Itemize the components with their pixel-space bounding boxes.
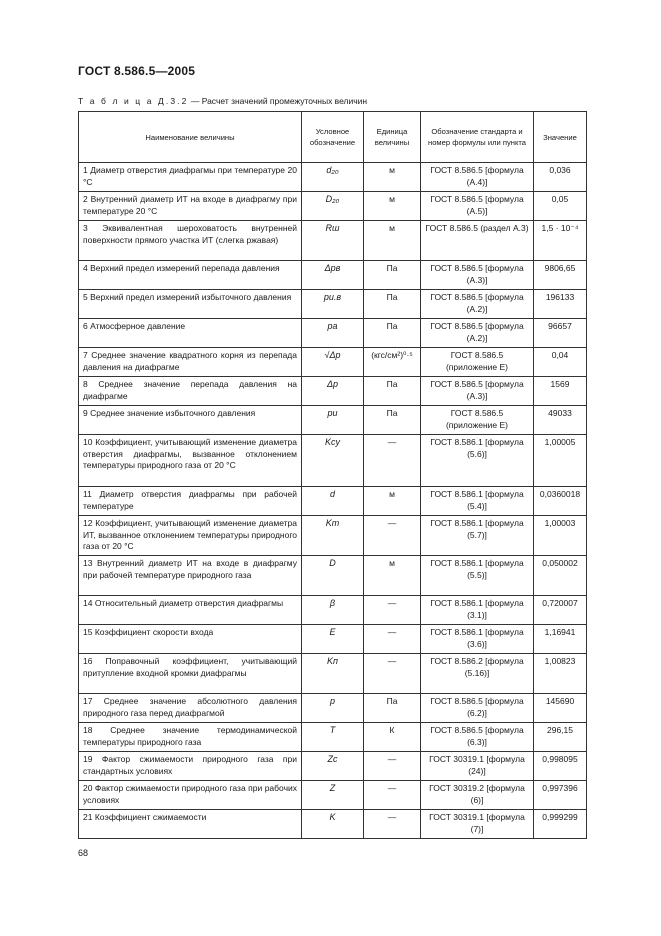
- cell-unit: —: [364, 752, 421, 781]
- cell-value: 1,00003: [534, 516, 587, 556]
- cell-unit: Па: [364, 261, 421, 290]
- cell-standard: ГОСТ 8.586.5 [формула (А.4)]: [421, 163, 534, 192]
- cell-symbol: Δp: [302, 377, 364, 406]
- cell-unit: —: [364, 810, 421, 839]
- table-caption-label: Т а б л и ц а Д.3.2: [78, 96, 189, 106]
- cell-name: 10 Коэффициент, учитывающий изменение диаметра отверстия диафрагмы, вызванное отклонением температуры природного газа от 20 °С: [79, 435, 302, 487]
- cell-unit: Па: [364, 290, 421, 319]
- cell-standard: ГОСТ 8.586.1 [формула (5.4)]: [421, 487, 534, 516]
- cell-name: 20 Фактор сжимаемости природного газа при рабочих условиях: [79, 781, 302, 810]
- table-row: [79, 596, 587, 625]
- cell-standard: ГОСТ 8.586.1 [формула (3.6)]: [421, 625, 534, 654]
- table-row: [79, 406, 587, 435]
- cell-name: 21 Коэффициент сжимаемости: [79, 810, 302, 839]
- cell-standard: ГОСТ 30319.2 [формула (6)]: [421, 781, 534, 810]
- cell-value: 49033: [534, 406, 587, 435]
- table-row: [79, 781, 587, 810]
- cell-standard: ГОСТ 30319.1 [формула (24)]: [421, 752, 534, 781]
- table-row: [79, 487, 587, 516]
- cell-unit: Па: [364, 694, 421, 723]
- table-body: [79, 163, 587, 839]
- cell-unit: —: [364, 435, 421, 487]
- table-row: [79, 290, 587, 319]
- cell-symbol: K: [302, 810, 364, 839]
- cell-standard: ГОСТ 8.586.5 [формула (6.3)]: [421, 723, 534, 752]
- cell-unit: м: [364, 221, 421, 261]
- cell-symbol: √Δp: [302, 348, 364, 377]
- table-row: [79, 163, 587, 192]
- cell-name: 12 Коэффициент, учитывающий изменение диаметра ИТ, вызванное отклонением температуры природного газа от 20 °С: [79, 516, 302, 556]
- cell-unit: Па: [364, 406, 421, 435]
- cell-value: 0,036: [534, 163, 587, 192]
- table-caption-text: — Расчет значений промежуточных величин: [188, 96, 368, 106]
- table-row: [79, 516, 587, 556]
- cell-symbol: T: [302, 723, 364, 752]
- cell-standard: ГОСТ 8.586.1 [формула (3.1)]: [421, 596, 534, 625]
- cell-value: 0,05: [534, 192, 587, 221]
- cell-symbol: d₂₀: [302, 163, 364, 192]
- cell-symbol: Kсу: [302, 435, 364, 487]
- cell-value: 0,0360018: [534, 487, 587, 516]
- table-row: [79, 654, 587, 694]
- cell-unit: —: [364, 596, 421, 625]
- table-row: [79, 221, 587, 261]
- cell-standard: ГОСТ 8.586.5 [формула (А.2)]: [421, 319, 534, 348]
- cell-symbol: D: [302, 556, 364, 596]
- column-header-unit: Единица величины: [364, 112, 421, 163]
- table-row: [79, 694, 587, 723]
- column-header-name: Наименование величины: [79, 112, 302, 163]
- table-row: [79, 261, 587, 290]
- cell-value: 145690: [534, 694, 587, 723]
- table-row: [79, 723, 587, 752]
- cell-standard: ГОСТ 8.586.5 [формула (6.2)]: [421, 694, 534, 723]
- table-row: [79, 377, 587, 406]
- cell-symbol: pи.в: [302, 290, 364, 319]
- cell-standard: ГОСТ 8.586.1 [формула (5.5)]: [421, 556, 534, 596]
- cell-value: 1569: [534, 377, 587, 406]
- cell-unit: —: [364, 516, 421, 556]
- cell-name: 13 Внутренний диаметр ИТ на входе в диафрагму при рабочей температуре природного газа: [79, 556, 302, 596]
- cell-value: 1,00005: [534, 435, 587, 487]
- cell-value: 0,050002: [534, 556, 587, 596]
- cell-value: 1,16941: [534, 625, 587, 654]
- cell-name: 1 Диаметр отверстия диафрагмы при температуре 20 °С: [79, 163, 302, 192]
- cell-name: 19 Фактор сжимаемости природного газа при стандартных условиях: [79, 752, 302, 781]
- cell-name: 14 Относительный диаметр отверстия диафрагмы: [79, 596, 302, 625]
- table-row: [79, 192, 587, 221]
- table-row: [79, 752, 587, 781]
- cell-name: 16 Поправочный коэффициент, учитывающий притупление входной кромки диафрагмы: [79, 654, 302, 694]
- cell-symbol: E: [302, 625, 364, 654]
- cell-value: 0,998095: [534, 752, 587, 781]
- cell-unit: Па: [364, 377, 421, 406]
- cell-name: 6 Атмосферное давление: [79, 319, 302, 348]
- cell-name: 8 Среднее значение перепада давления на диафрагме: [79, 377, 302, 406]
- cell-unit: —: [364, 654, 421, 694]
- table-header-row: [79, 112, 587, 163]
- table-row: [79, 556, 587, 596]
- cell-name: 3 Эквивалентная шероховатость внутренней поверхности прямого участка ИТ (слегка ржавая): [79, 221, 302, 261]
- cell-symbol: Kт: [302, 516, 364, 556]
- table-row: [79, 810, 587, 839]
- cell-standard: ГОСТ 8.586.1 [формула (5.7)]: [421, 516, 534, 556]
- cell-name: 11 Диаметр отверстия диафрагмы при рабочей температуре: [79, 487, 302, 516]
- cell-unit: м: [364, 163, 421, 192]
- cell-symbol: β: [302, 596, 364, 625]
- cell-name: 15 Коэффициент скорости входа: [79, 625, 302, 654]
- cell-standard: ГОСТ 8.586.5 [формула (А.5)]: [421, 192, 534, 221]
- cell-symbol: Rш: [302, 221, 364, 261]
- cell-symbol: p: [302, 694, 364, 723]
- cell-standard: ГОСТ 30319.1 [формула (7)]: [421, 810, 534, 839]
- cell-unit: —: [364, 781, 421, 810]
- cell-value: 0,04: [534, 348, 587, 377]
- cell-symbol: D₂₀: [302, 192, 364, 221]
- cell-symbol: Z: [302, 781, 364, 810]
- table-row: [79, 435, 587, 487]
- cell-value: 0,720007: [534, 596, 587, 625]
- cell-unit: К: [364, 723, 421, 752]
- cell-symbol: Δpв: [302, 261, 364, 290]
- cell-unit: Па: [364, 319, 421, 348]
- cell-standard: ГОСТ 8.586.5 [формула (А.3)]: [421, 261, 534, 290]
- cell-standard: ГОСТ 8.586.1 [формула (5.6)]: [421, 435, 534, 487]
- table-caption: [78, 96, 367, 106]
- cell-standard: ГОСТ 8.586.5 (раздел А.3): [421, 221, 534, 261]
- table-row: [79, 319, 587, 348]
- cell-standard: ГОСТ 8.586.5 [формула (А.3)]: [421, 377, 534, 406]
- cell-value: 1,5 · 10⁻⁴: [534, 221, 587, 261]
- cell-name: 4 Верхний предел измерений перепада давления: [79, 261, 302, 290]
- table-row: [79, 625, 587, 654]
- cell-standard: ГОСТ 8.586.2 [формула (5.16)]: [421, 654, 534, 694]
- cell-standard: ГОСТ 8.586.5 (приложение Е): [421, 348, 534, 377]
- cell-standard: ГОСТ 8.586.5 [формула (А.2)]: [421, 290, 534, 319]
- cell-value: 0,999299: [534, 810, 587, 839]
- cell-value: 196133: [534, 290, 587, 319]
- column-header-value: Значение: [534, 112, 587, 163]
- cell-unit: м: [364, 192, 421, 221]
- cell-name: 7 Среднее значение квадратного корня из перепада давления на диафрагме: [79, 348, 302, 377]
- document-header-title: ГОСТ 8.586.5—2005: [78, 64, 196, 78]
- cell-name: 5 Верхний предел измерений избыточного давления: [79, 290, 302, 319]
- page-number: 68: [78, 848, 89, 858]
- cell-value: 96657: [534, 319, 587, 348]
- cell-symbol: pа: [302, 319, 364, 348]
- cell-symbol: pи: [302, 406, 364, 435]
- cell-name: 2 Внутренний диаметр ИТ на входе в диафрагму при температуре 20 °С: [79, 192, 302, 221]
- cell-symbol: Zс: [302, 752, 364, 781]
- cell-value: 9806,65: [534, 261, 587, 290]
- cell-name: 17 Среднее значение абсолютного давления природного газа перед диафрагмой: [79, 694, 302, 723]
- cell-unit: м: [364, 556, 421, 596]
- cell-standard: ГОСТ 8.586.5 (приложение Е): [421, 406, 534, 435]
- table-row: [79, 348, 587, 377]
- cell-name: 18 Среднее значение термодинамической температуры природного газа: [79, 723, 302, 752]
- cell-value: 0,997396: [534, 781, 587, 810]
- column-header-standard: Обозначение стандарта и номер формулы или пункта: [421, 112, 534, 163]
- column-header-symbol: Условное обозначение: [302, 112, 364, 163]
- cell-unit: —: [364, 625, 421, 654]
- cell-name: 9 Среднее значение избыточного давления: [79, 406, 302, 435]
- cell-value: 296,15: [534, 723, 587, 752]
- cell-symbol: d: [302, 487, 364, 516]
- cell-unit: м: [364, 487, 421, 516]
- intermediate-values-table: [78, 111, 587, 839]
- cell-unit: (кгс/см²)⁰·⁵: [364, 348, 421, 377]
- cell-symbol: Kп: [302, 654, 364, 694]
- cell-value: 1,00823: [534, 654, 587, 694]
